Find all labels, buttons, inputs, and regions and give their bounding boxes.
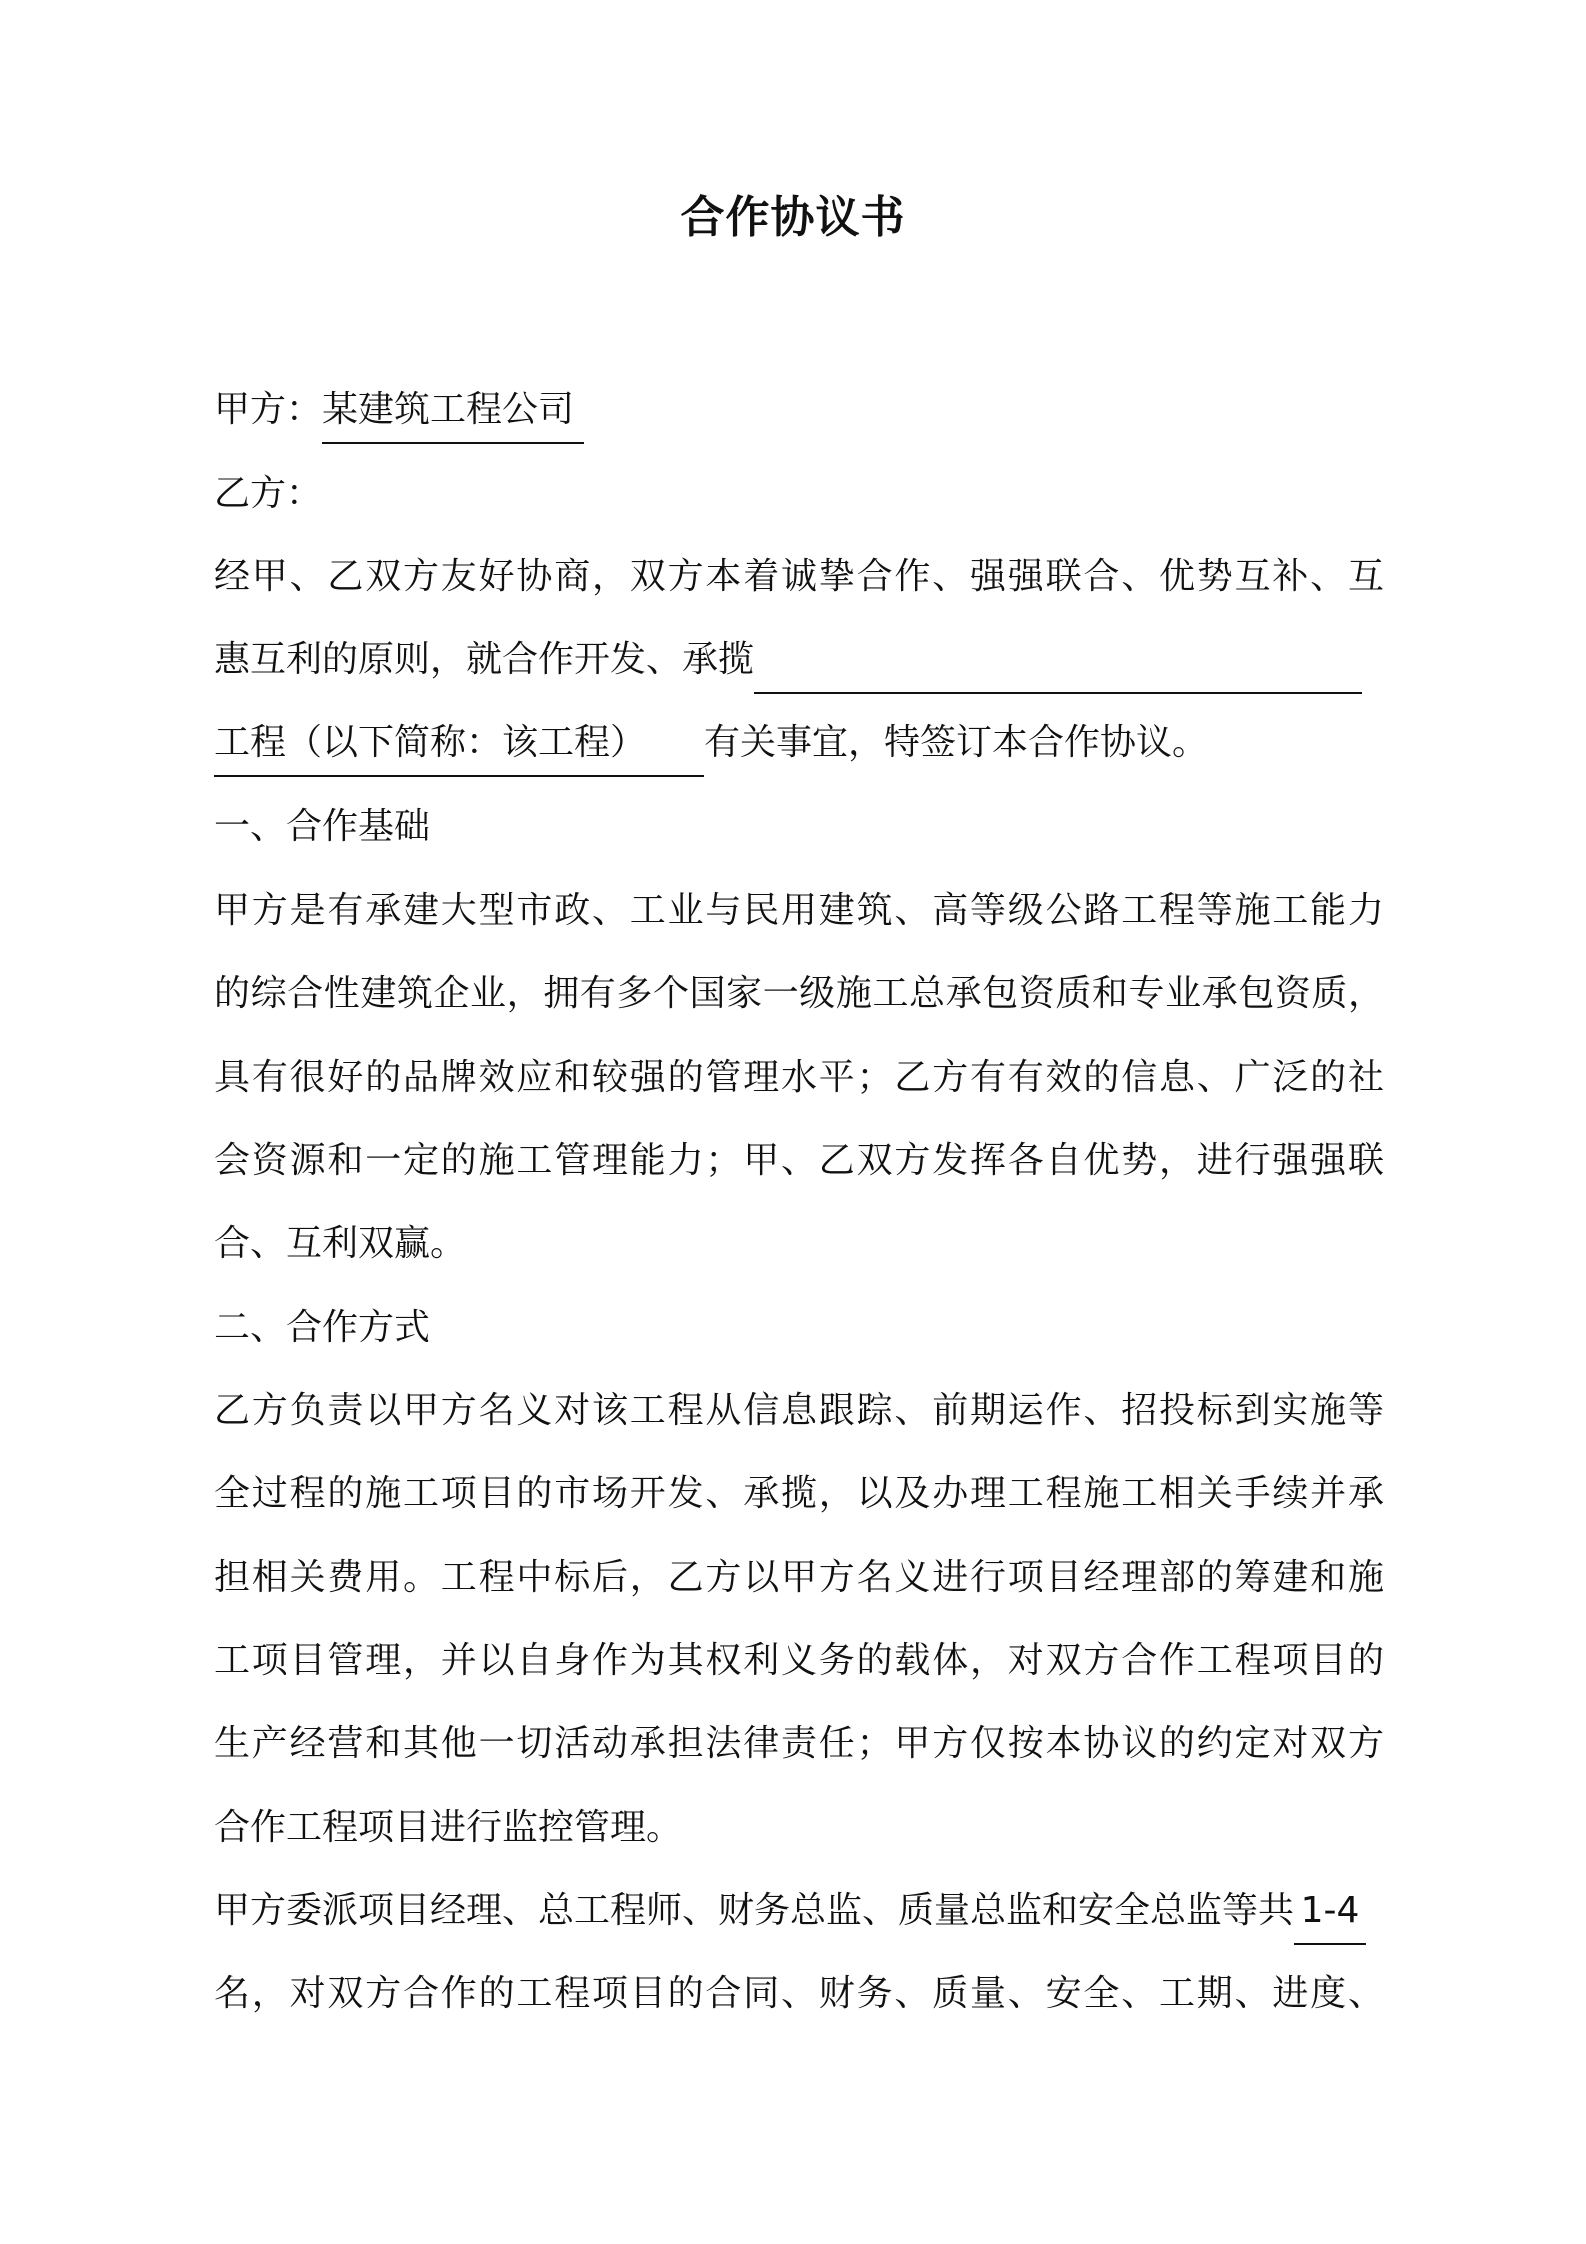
party-a-line (214, 384, 1384, 444)
section-2-line: 担相关费用。工程中标后，乙方以甲方名义进行项目经理部的筹建和施 (214, 1557, 1384, 1598)
section-2-para2-line2: 名，对双方合作的工程项目的合同、财务、质量、安全、工期、进度、 (214, 1973, 1384, 2014)
section-1-line: 甲方是有承建大型市政、工业与民用建筑、高等级公路工程等施工能力 (214, 890, 1384, 931)
intro-line-3 (214, 717, 1384, 777)
section-2-line: 生产经营和其他一切活动承担法律责任；甲方仅按本协议的约定对双方 (214, 1723, 1384, 1764)
section-1-line: 会资源和一定的施工管理能力；甲、乙双方发挥各自优势，进行强强联 (214, 1140, 1384, 1181)
document-title: 合作协议书 (680, 192, 906, 243)
section-2-para2-text: 甲方委派项目经理、总工程师、财务总监、质量总监和安全总监等共 (214, 1890, 1295, 1931)
intro-line-1: 经甲、乙双方友好协商，双方本着诚挚合作、强强联合、优势互补、互 (214, 556, 1384, 597)
section-2-line: 工项目管理，并以自身作为其权利义务的载体，对双方合作工程项目的 (214, 1640, 1384, 1681)
party-b-label: 乙方： (214, 473, 323, 514)
section-2-line: 合作工程项目进行监控管理。 (214, 1807, 683, 1848)
section-2-line: 乙方负责以甲方名义对该工程从信息跟踪、前期运作、招投标到实施等 (214, 1390, 1384, 1431)
section-2-heading: 二、合作方式 (214, 1307, 431, 1348)
section-1-line: 具有很好的品牌效应和较强的管理水平；乙方有有效的信息、广泛的社 (214, 1057, 1384, 1098)
party-a-label: 甲方： (214, 389, 323, 430)
staff-count: 1-4 (1294, 1885, 1366, 1945)
project-short-name: 工程（以下简称：该工程） (214, 717, 704, 777)
section-1-heading: 一、合作基础 (214, 806, 431, 847)
section-2-para2-line1 (214, 1885, 1384, 1945)
party-b-line (214, 468, 1384, 520)
party-a-name: 某建筑工程公司 (322, 384, 584, 444)
section-2-line: 全过程的施工项目的市场开发、承揽，以及办理工程施工相关手续并承 (214, 1473, 1384, 1514)
section-1-line: 合、互利双赢。 (214, 1223, 467, 1264)
section-1-line: 的综合性建筑企业，拥有多个国家一级施工总承包资质和专业承包资质， (214, 973, 1384, 1014)
intro-line-3-text: 有关事宜，特签订本合作协议。 (704, 722, 1209, 763)
intro-line-2-text: 惠互利的原则，就合作开发、承揽 (214, 639, 755, 680)
intro-line-2 (214, 634, 1384, 694)
project-name-blank (754, 634, 1362, 694)
